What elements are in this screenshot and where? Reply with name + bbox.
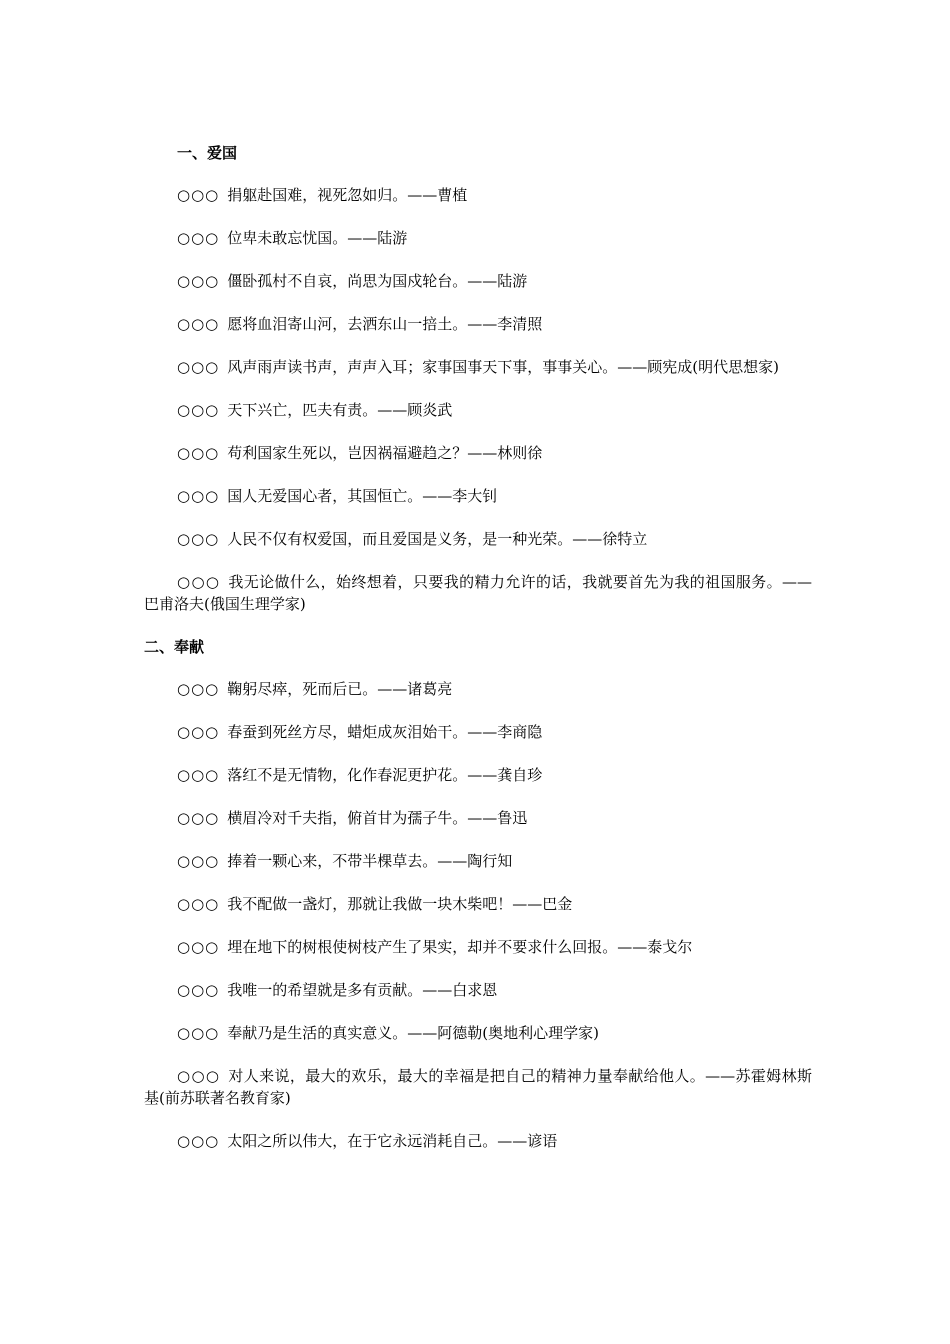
quote-text: 横眉冷对千夫指，俯首甘为孺子牛。——鲁迅 xyxy=(227,809,528,827)
quote-marker: ○○○ xyxy=(177,938,220,956)
quote-text: 僵卧孤村不自哀，尚思为国戍轮台。——陆游 xyxy=(227,272,528,290)
quote-text: 太阳之所以伟大，在于它永远消耗自己。——谚语 xyxy=(227,1132,558,1150)
section-title-dedication: 二、奉献 xyxy=(144,638,205,656)
quote-item xyxy=(144,721,812,743)
quote-text: 国人无爱国心者，其国恒亡。——李大钊 xyxy=(227,487,498,505)
quote-item xyxy=(144,678,812,700)
quote-text: 风声雨声读书声，声声入耳；家事国事天下事，事事关心。——顾宪成(明代思想家) xyxy=(227,358,779,376)
quote-text: 位卑未敢忘忧国。——陆游 xyxy=(227,229,408,247)
quote-marker: ○○○ xyxy=(177,573,221,591)
quote-marker: ○○○ xyxy=(177,723,220,741)
quote-text: 落红不是无情物，化作春泥更护花。——龚自珍 xyxy=(227,766,543,784)
quote-marker: ○○○ xyxy=(177,895,220,913)
quote-text: 人民不仅有权爱国，而且爱国是义务，是一种光荣。——徐特立 xyxy=(227,530,648,548)
quote-item xyxy=(144,528,812,550)
quote-text: 愿将血泪寄山河，去洒东山一掊土。——李清照 xyxy=(227,315,543,333)
quote-text: 对人来说，最大的欢乐，最大的幸福是把自己的精神力量奉献给他人。——苏霍姆林斯基(前苏联著名教育家) xyxy=(144,1067,812,1107)
quote-marker: ○○○ xyxy=(177,766,220,784)
quote-item xyxy=(144,313,812,335)
quote-item xyxy=(144,270,812,292)
quote-text: 捐躯赴国难，视死忽如归。——曹植 xyxy=(227,186,468,204)
quote-item xyxy=(144,936,812,958)
quote-marker: ○○○ xyxy=(177,272,220,290)
quote-marker: ○○○ xyxy=(177,852,220,870)
quote-item xyxy=(144,850,812,872)
quote-marker: ○○○ xyxy=(177,1067,221,1085)
quote-marker: ○○○ xyxy=(177,530,220,548)
quote-marker: ○○○ xyxy=(177,401,220,419)
quote-text: 鞠躬尽瘁，死而后已。——诸葛亮 xyxy=(227,680,453,698)
quote-item xyxy=(144,184,812,206)
quote-item xyxy=(144,1022,812,1044)
quote-text: 我唯一的希望就是多有贡献。——白求恩 xyxy=(227,981,498,999)
quote-item xyxy=(144,1130,812,1152)
quote-text: 苟利国家生死以，岂因祸福避趋之？——林则徐 xyxy=(227,444,543,462)
quote-marker: ○○○ xyxy=(177,444,220,462)
quote-item xyxy=(144,356,812,378)
quote-item xyxy=(144,893,812,915)
quote-item xyxy=(144,1065,812,1109)
quote-text: 春蚕到死丝方尽，蜡炬成灰泪始干。——李商隐 xyxy=(227,723,543,741)
quote-text: 我不配做一盏灯，那就让我做一块木柴吧！——巴金 xyxy=(227,895,573,913)
quote-marker: ○○○ xyxy=(177,981,220,999)
quote-marker: ○○○ xyxy=(177,487,220,505)
quote-marker: ○○○ xyxy=(177,680,220,698)
quote-item xyxy=(144,979,812,1001)
quote-item xyxy=(144,442,812,464)
quote-item xyxy=(144,227,812,249)
quote-text: 我无论做什么，始终想着，只要我的精力允许的话，我就要首先为我的祖国服务。——巴甫洛夫(俄国生理学家) xyxy=(144,573,812,613)
quote-item xyxy=(144,807,812,829)
document-page xyxy=(144,142,812,1173)
section-title-patriotism: 一、爱国 xyxy=(177,144,238,162)
quote-marker: ○○○ xyxy=(177,358,220,376)
quote-text: 捧着一颗心来，不带半棵草去。——陶行知 xyxy=(227,852,513,870)
quote-text: 天下兴亡，匹夫有责。——顾炎武 xyxy=(227,401,453,419)
quote-marker: ○○○ xyxy=(177,229,220,247)
quote-marker: ○○○ xyxy=(177,186,220,204)
quote-text: 奉献乃是生活的真实意义。——阿德勒(奥地利心理学家) xyxy=(227,1024,599,1042)
quote-text: 埋在地下的树根使树枝产生了果实，却并不要求什么回报。——泰戈尔 xyxy=(227,938,693,956)
quote-item xyxy=(144,571,812,615)
quote-item xyxy=(144,764,812,786)
quote-marker: ○○○ xyxy=(177,315,220,333)
quote-item xyxy=(144,485,812,507)
quote-marker: ○○○ xyxy=(177,809,220,827)
quote-marker: ○○○ xyxy=(177,1132,220,1150)
quote-marker: ○○○ xyxy=(177,1024,220,1042)
quote-item xyxy=(144,399,812,421)
